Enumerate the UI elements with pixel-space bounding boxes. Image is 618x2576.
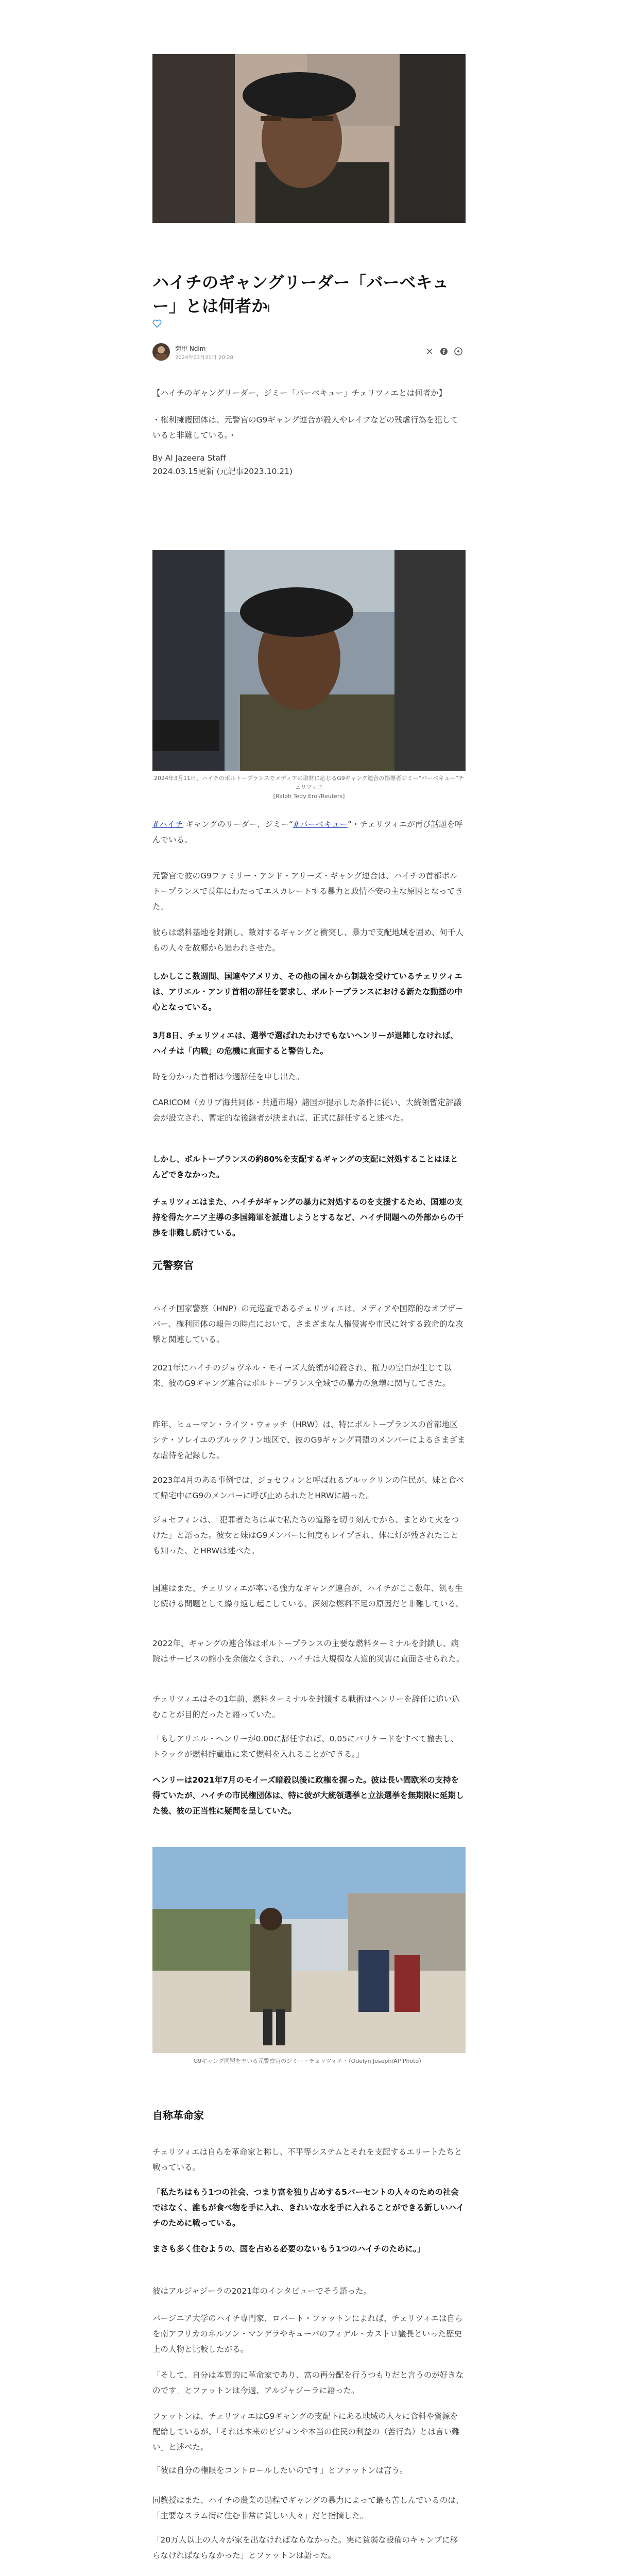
paragraph-11: 2021年にハイチのジョヴネル・モイーズ大統領が暗殺され、権力の空白が生じて以来、彼のG9ギャング連合はポルトープランス全域での暴力の急増に関与してきた。 (152, 1363, 452, 1388)
paragraph-29: 「20万人以上の人々が家を出なければならなかった。実に貧弱な設備のキャンプに移らなければならなかった」とファットンは語った。 (152, 2535, 458, 2560)
paragraph-30 (152, 2573, 466, 2576)
photo-1-credit: [Ralph Tedy Erol/Reuters] (273, 793, 345, 800)
author-bar (152, 341, 466, 362)
paragraph-24: バージニア大学のハイチ専門家、ロバート・ファットンによれば、チェリツィエは自らを南アフリカのネルソン・マンデラやキューバのフィデル・カストロ議長といった歴史上の人物と比較したがる。 (152, 2314, 463, 2354)
article-photo-1 (152, 550, 466, 771)
lead-summary: ・権利擁護団体は、元警官のG9ギャング連合が殺人やレイプなどの残虐行為を犯していると非難している。・ (152, 415, 458, 440)
paragraph-28: 同教授はまた、ハイチの農業の過程でギャングの暴力によって最も苦しんでいるのは、「主要なスラム街に住む非常に貧しい人々」だと指摘した。 (152, 2496, 464, 2520)
photo-2-caption: G9ギャング同盟を率いる元警察官のジミー・チェリツィエ・（Odelyn Joseph/AP Photo） (193, 2058, 425, 2064)
paragraph-18: 「もしアリエル・ヘンリーが0.00に辞任すれば、0.05にバリケードをすべて撤去し、トラックが燃料貯蔵庫に来て燃料を入れることができる。」 (152, 1734, 459, 1759)
paragraph-21: 「私たちはもう1つの社会、つまり富を独り占めする5パーセントの人々のための社会ではなく、誰もが食べ物を手に入れ、きれいな水を手に入れることができる新しいハイチのために戦っている。 (152, 2188, 465, 2228)
byline: By Al Jazeera Staff (152, 453, 226, 463)
section-heading-police: 元警察官 (152, 1259, 194, 1272)
heart-icon[interactable] (152, 319, 162, 328)
hero-photo (152, 54, 466, 223)
paragraph-7: CARICOM（カリブ海共同体・共通市場）諸国が提示した条件に従い、大統領暫定評議会が設立され、暫定的な後継者が決まれば、正式に辞任すると述べた。 (152, 1098, 462, 1123)
paragraph-10: ハイチ国家警察（HNP）の元巡査であるチェリツィエは、メディアや国際的なオブザーバー、権利団体の報告の時点において、さまざまな人権侵害や市民に対する致命的な攻撃と関連している。 (152, 1304, 464, 1344)
paragraph-2: 元警官で彼のG9ファミリー・アンド・アリーズ・ギャング連合は、ハイチの首都ポルトープランスで長年にわたってエスカレートする暴力と政情不安の主な原因となってきた。 (152, 871, 463, 911)
paragraph-27: 「彼は自分の権限をコントロールしたいのです」とファットンは言う。 (152, 2466, 408, 2475)
author-name[interactable]: 菊甲 Ndim (175, 345, 206, 352)
paragraph-12: 昨年、ヒューマン・ライツ・ウォッチ（HRW）は、特にポルトープランスの首都地区シテ・ソレイユのブルックリン地区で、彼のG9ギャング同盟のメンバーによるさまざまな虐待を記録した。 (152, 1420, 466, 1460)
facebook-share-icon[interactable] (440, 347, 448, 355)
article-photo-2 (152, 1847, 466, 2053)
paragraph-6: 時を分かった首相は今週辞任を申し出た。 (152, 1072, 304, 1081)
article-title: ハイチのギャングリーダー「バーベキュー」とは何者か𓏺 (152, 273, 449, 316)
paragraph-20: チェリツィエは自らを革命家と称し、不平等システムとそれを支配するエリートたちと戦っている。 (152, 2147, 462, 2172)
x-share-icon[interactable] (425, 347, 434, 355)
paragraph-15: 国連はまた、チェリツィエが率いる強力なギャング連合が、ハイチがここ数年、飢も生じ続ける問題として繰り返し起こしている、深刻な燃料不足の原因だと非難している。 (152, 1584, 464, 1608)
paragraph-25: 「そして、自分は本質的に革命家であり、富の再分配を行うつもりだと言うのが好きなのです」とファットンは今週、アルジャジーラに語った。 (152, 2370, 464, 2395)
paragraph-3: 彼らは燃料基地を封鎖し、敵対するギャングと衝突し、暴力で支配地域を固め、何千人もの人々を故郷から追われさせた。 (152, 928, 464, 953)
paragraph-17: チェリツィエはその1年前、燃料ターミナルを封鎖する戦術はヘンリーを辞任に追い込むことが目的だったと語っていた。 (152, 1694, 460, 1719)
paragraph-16: 2022年、ギャングの連合体はポルトープランスの主要な燃料ターミナルを封鎖し、病院はサービスの縮小を余儀なくされ、ハイチは大規模な人道的災害に直面させられた。 (152, 1639, 465, 1664)
photo-1-caption: 2024年3月11日、ハイチのポルトープランスでメディアの取材に応じるG9ギャング連合の指導者ジミー“バーベキュー”チェリツィエ (154, 775, 464, 790)
section-heading-revolution: 自称革命家 (152, 2109, 204, 2122)
paragraph-14: ジョセフィンは、「犯罪者たちは車で私たちの道路を切り刻んでから、まとめて火をつけた」と語った。彼女と妹はG9メンバーに何度もレイプされ、体に灯が残されたことも知った、とHRWは述べた。 (152, 1515, 459, 1555)
paragraph-8: しかし、ポルトープランスの約80%を支配するギャングの支配に対処することはほとんどできなかった。 (152, 1155, 458, 1179)
paragraph-4: しかしここ数週間、国連やアメリカ、その他の国々から制裁を受けているチェリツィエは、アリエル・アンリ首相の辞任を要求し、ポルトープランスにおける新たな動揺の中心となっている。 (152, 972, 462, 1012)
paragraph-23: 彼はアルジャジーラの2021年のインタビューでそう語った。 (152, 2286, 372, 2296)
avatar[interactable] (152, 343, 170, 361)
link-share-icon[interactable] (454, 347, 462, 355)
hashtag-barbecue-link[interactable]: #バーベキュー (293, 820, 348, 829)
paragraph-5: 3月8日、チェリツィエは、選挙で選ばれたわけでもないヘンリーが退陣しなければ、ハイチは「内戦」の危機に直面すると警告した。 (152, 1031, 458, 1056)
paragraph-9: チェリツィエはまた、ハイチがギャングの暴力に対処するのを支援するため、国連の支持を得たケニア主導の多国籍軍を派遣しようとするなど、ハイチ問題への外部からの干渉を非難し続けている。 (152, 1197, 464, 1238)
paragraph-1: #ハイチ ギャングのリーダー、ジミー“#バーベキュー”・チェリツィエが再び話題を呼んでいる。 (152, 820, 463, 844)
publish-date: 2024年03月21日 20:28 (175, 355, 233, 361)
paragraph-22: まさも多く住むようの、国を占める必要のないもう1つのハイチのために。」 (152, 2244, 425, 2253)
hashtag-haiti-link[interactable]: #ハイチ (152, 820, 183, 829)
paragraph-13: 2023年4月のある事例では、ジョセフィンと呼ばれるブルックリンの住民が、妹と食べて帰宅中にG9のメンバーに呼び止められたとHRWに語った。 (152, 1476, 465, 1500)
paragraph-26: ファットンは、チェリツィエはG9ギャングの支配下にある地域の人々に食料や資源を配給しているが、「それは本来のビジョンや本当の住民の利益の（苦行為）とは言い難い」と述べた。 (152, 2412, 460, 2452)
updated-date: 2024.03.15更新 (元記事2023.10.21) (152, 467, 293, 476)
paragraph-19: ヘンリーは2021年7月のモイーズ暗殺以後に政権を握った。彼は長い間欧米の支持を得ていたが、ハイチの市民権団体は、特に彼が大統領選挙と立法選挙を無期限に延期した後、彼の正当性に疑問を呈していた。 (152, 1775, 464, 1816)
lead-paragraph: 【ハイチのギャングリーダー、ジミー「バーベキュー」チェリツィエとは何者か】 (152, 388, 447, 398)
